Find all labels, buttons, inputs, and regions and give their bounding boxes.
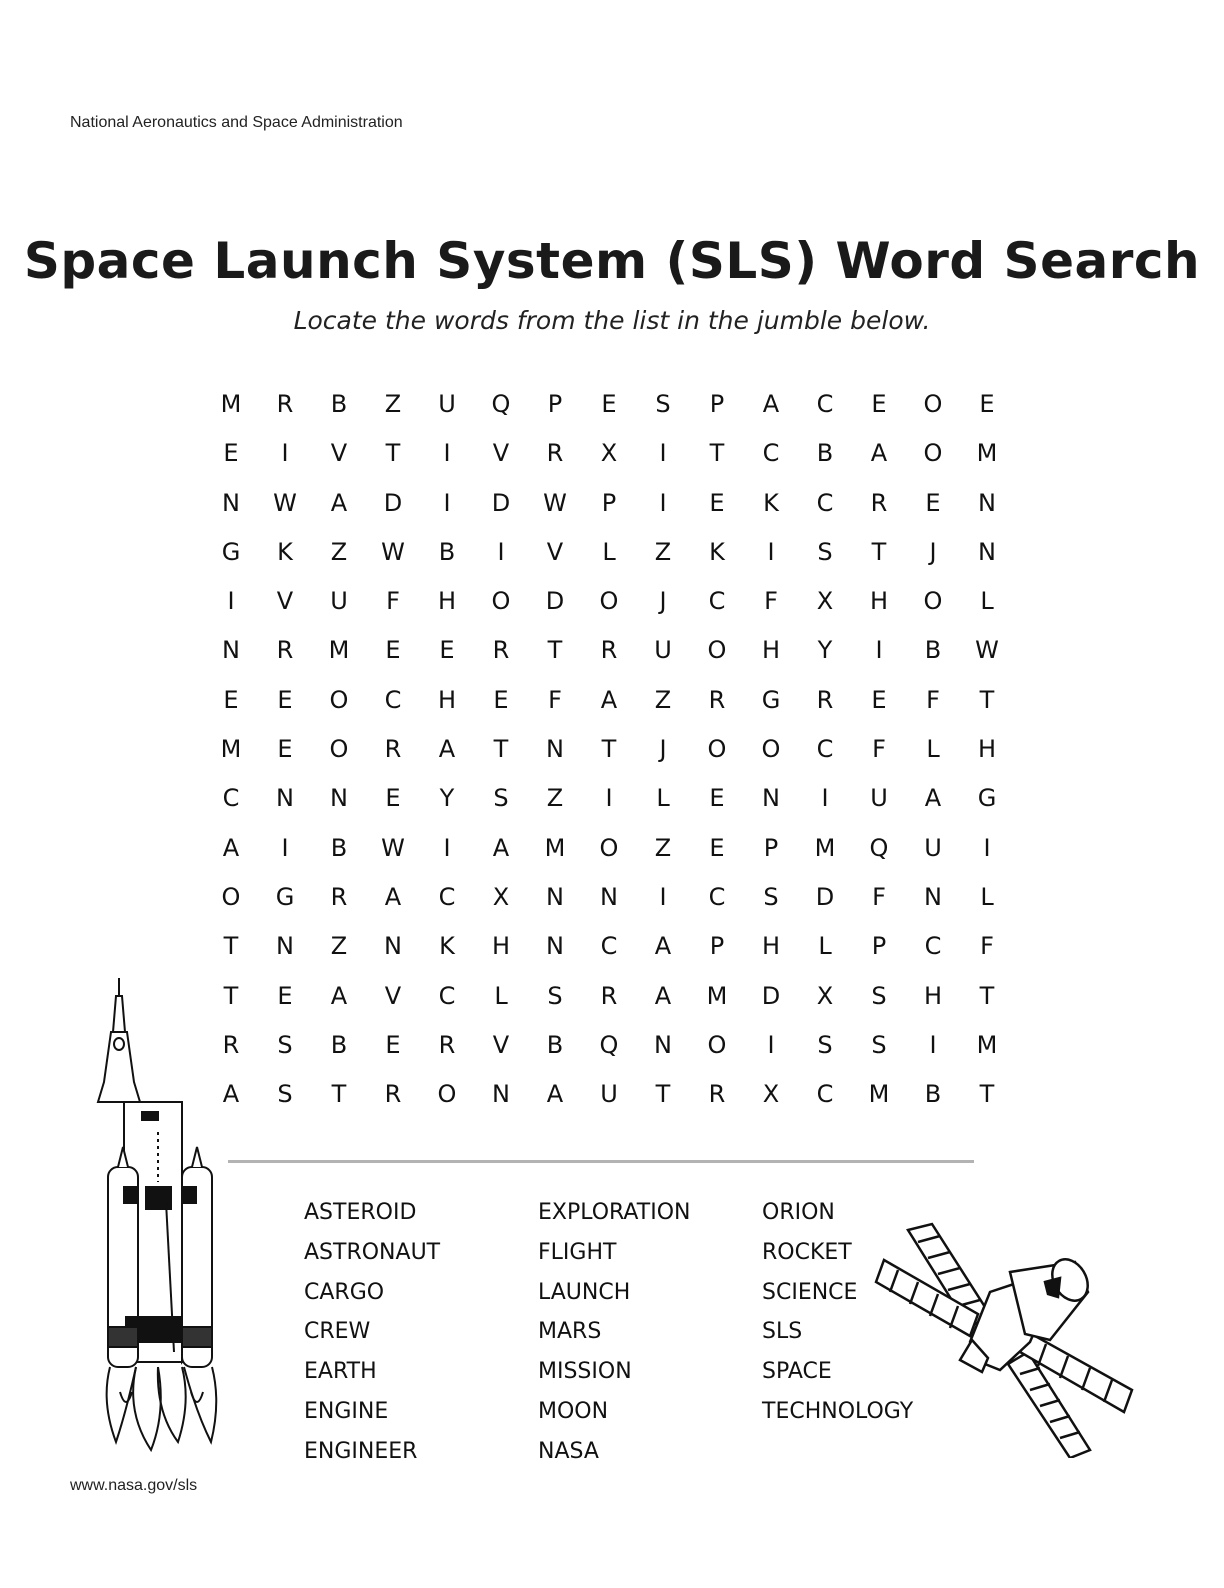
grid-letter[interactable]: K [277,537,293,566]
grid-letter[interactable]: I [443,488,451,517]
grid-letter[interactable]: E [277,981,293,1010]
grid-letter[interactable]: E [385,636,401,665]
grid-letter[interactable]: R [384,1080,402,1109]
grid-letter[interactable]: Y [817,636,833,665]
grid-letter[interactable]: I [443,833,451,862]
word-list-item: EARTH [304,1359,377,1385]
word-list-item: SCIENCE [762,1279,858,1305]
grid-letter[interactable]: R [600,981,618,1010]
grid-letter[interactable]: A [870,439,888,468]
grid-letter[interactable]: I [605,784,613,813]
grid-letter[interactable]: V [276,587,294,616]
letter-grid [204,380,1014,1119]
grid-letter[interactable]: Q [491,390,511,418]
grid-letter[interactable]: B [330,390,348,418]
grid-letter[interactable]: A [762,390,780,418]
grid-letter[interactable]: R [600,636,618,665]
grid-letter[interactable]: R [708,685,726,714]
grid-row [204,380,1014,429]
grid-letter[interactable]: A [222,1080,240,1109]
word-list-item: CARGO [304,1279,385,1305]
word-list-item: SLS [762,1319,803,1345]
grid-letter[interactable]: X [816,981,834,1010]
grid-letter[interactable]: U [924,833,942,862]
grid-letter[interactable]: L [926,735,940,764]
grid-letter[interactable]: X [816,587,834,616]
grid-letter[interactable]: O [491,587,511,616]
grid-letter[interactable]: E [871,685,887,714]
grid-letter[interactable]: N [276,784,294,813]
grid-letter[interactable]: S [277,1080,293,1109]
grid-letter[interactable]: C [816,390,834,418]
grid-letter[interactable]: Q [869,833,889,862]
grid-letter[interactable]: D [761,981,781,1010]
grid-letter[interactable]: T [223,981,239,1010]
grid-row [204,922,1014,971]
grid-letter[interactable]: D [491,488,511,517]
grid-letter[interactable]: S [871,1030,887,1059]
grid-letter[interactable]: S [547,981,563,1010]
grid-letter[interactable]: I [443,439,451,468]
grid-letter[interactable]: M [544,833,566,862]
grid-row [204,626,1014,675]
grid-letter[interactable]: I [767,1030,775,1059]
grid-letter[interactable]: U [654,636,672,665]
grid-letter[interactable]: B [330,1030,348,1059]
grid-letter[interactable]: F [386,587,400,616]
grid-row [204,972,1014,1021]
grid-letter[interactable]: G [761,685,781,714]
orion-spacecraft-illustration [870,1222,1140,1458]
grid-letter[interactable]: D [815,882,835,911]
grid-letter[interactable]: N [924,882,942,911]
grid-letter[interactable]: R [492,636,510,665]
grid-letter[interactable]: R [438,1030,456,1059]
sls-rocket-illustration [96,972,271,1462]
grid-letter[interactable]: N [978,537,996,566]
grid-row [204,429,1014,478]
agency-name: National Aeronautics and Space Administration [70,114,403,131]
grid-letter[interactable]: E [385,784,401,813]
grid-letter[interactable]: V [546,537,564,566]
grid-letter[interactable]: T [709,439,725,468]
grid-letter[interactable]: N [492,1080,510,1109]
grid-letter[interactable]: N [978,488,996,517]
footer-url[interactable]: www.nasa.gov/sls [70,1477,198,1494]
grid-letter[interactable]: P [709,932,725,961]
grid-letter[interactable]: C [762,439,780,468]
grid-letter[interactable]: R [222,1030,240,1059]
grid-letter[interactable]: X [492,882,510,911]
grid-letter[interactable]: P [763,833,779,862]
grid-letter[interactable]: F [926,685,940,714]
grid-letter[interactable]: O [923,587,943,616]
grid-letter[interactable]: M [220,390,242,418]
grid-letter[interactable]: R [276,636,294,665]
grid-letter[interactable]: C [600,932,618,961]
word-list-item: TECHNOLOGY [762,1398,914,1424]
grid-letter[interactable]: U [330,587,348,616]
grid-letter[interactable]: P [601,488,617,517]
grid-letter[interactable]: M [976,1030,998,1059]
grid-letter[interactable]: T [601,735,617,764]
grid-letter[interactable]: O [707,735,727,764]
grid-letter[interactable]: C [222,784,240,813]
grid-letter[interactable]: T [385,439,401,468]
grid-letter[interactable]: I [281,833,289,862]
grid-letter[interactable]: E [385,1030,401,1059]
grid-letter[interactable]: K [763,488,779,517]
grid-letter[interactable]: L [602,537,616,566]
grid-letter[interactable]: C [708,882,726,911]
grid-letter[interactable]: A [546,1080,564,1109]
grid-letter[interactable]: N [762,784,780,813]
grid-letter[interactable]: F [548,685,562,714]
grid-letter[interactable]: E [493,685,509,714]
grid-letter[interactable]: I [983,833,991,862]
grid-letter[interactable]: E [979,390,995,418]
grid-letter[interactable]: C [816,735,834,764]
grid-letter[interactable]: X [762,1080,780,1109]
grid-letter[interactable]: Z [330,537,348,566]
grid-letter[interactable]: S [655,390,671,418]
grid-letter[interactable]: L [980,587,994,616]
grid-row [204,1021,1014,1070]
grid-letter[interactable]: Y [439,784,455,813]
grid-letter[interactable]: E [925,488,941,517]
grid-letter[interactable]: J [659,587,667,616]
grid-row [204,577,1014,626]
grid-letter[interactable]: I [929,1030,937,1059]
grid-letter[interactable]: H [923,981,943,1010]
grid-letter[interactable]: E [223,685,239,714]
grid-letter[interactable]: R [384,735,402,764]
grid-letter[interactable]: Z [654,537,672,566]
grid-letter[interactable]: O [707,636,727,665]
grid-letter[interactable]: E [277,685,293,714]
grid-letter[interactable]: H [977,735,997,764]
grid-letter[interactable]: Z [546,784,564,813]
grid-letter[interactable]: A [654,932,672,961]
grid-letter[interactable]: O [923,390,943,418]
grid-letter[interactable]: T [979,685,995,714]
grid-letter[interactable]: O [761,735,781,764]
grid-row [204,774,1014,823]
grid-letter[interactable]: P [709,390,725,418]
grid-letter[interactable]: T [493,735,509,764]
grid-letter[interactable]: L [494,981,508,1010]
grid-letter[interactable]: D [383,488,403,517]
grid-row [204,725,1014,774]
grid-letter[interactable]: G [275,882,295,911]
grid-letter[interactable]: H [869,587,889,616]
grid-letter[interactable]: L [980,882,994,911]
grid-letter[interactable]: N [276,932,294,961]
grid-letter[interactable]: Z [330,932,348,961]
grid-letter[interactable]: P [871,932,887,961]
grid-letter[interactable]: H [437,685,457,714]
grid-letter[interactable]: A [438,735,456,764]
grid-letter[interactable]: D [545,587,565,616]
grid-letter[interactable]: W [381,537,405,566]
grid-letter[interactable]: T [331,1080,347,1109]
grid-letter[interactable]: O [707,1030,727,1059]
word-list-item: EXPLORATION [538,1200,691,1225]
grid-letter[interactable]: V [492,1030,510,1059]
word-list-item: NASA [538,1438,599,1464]
grid-letter[interactable]: C [438,981,456,1010]
word-list-item: SPACE [762,1359,832,1385]
grid-letter[interactable]: S [871,981,887,1010]
grid-letter[interactable]: F [872,735,886,764]
grid-letter[interactable]: C [924,932,942,961]
grid-letter[interactable]: V [492,439,510,468]
grid-letter[interactable]: A [492,833,510,862]
grid-letter[interactable]: B [924,1080,942,1109]
word-list-item: MARS [538,1319,602,1345]
grid-letter[interactable]: C [438,882,456,911]
grid-letter[interactable]: M [220,735,242,764]
grid-letter[interactable]: J [659,735,667,764]
grid-letter[interactable]: N [546,932,564,961]
grid-letter[interactable]: W [975,636,999,665]
grid-letter[interactable]: B [330,833,348,862]
grid-letter[interactable]: E [223,439,239,468]
word-list-item: ORION [762,1200,835,1225]
grid-letter[interactable]: M [706,981,728,1010]
grid-letter[interactable]: E [277,735,293,764]
grid-letter[interactable]: J [929,537,937,566]
grid-row [204,528,1014,577]
grid-letter[interactable]: G [977,784,997,813]
grid-letter[interactable]: I [227,587,235,616]
grid-letter[interactable]: H [761,932,781,961]
grid-letter[interactable]: C [816,1080,834,1109]
grid-letter[interactable]: I [659,488,667,517]
grid-row [204,873,1014,922]
grid-letter[interactable]: R [816,685,834,714]
grid-letter[interactable]: S [817,1030,833,1059]
grid-letter[interactable]: X [600,439,618,468]
grid-letter[interactable]: V [384,981,402,1010]
word-list-item: ENGINEER [304,1438,418,1464]
grid-letter[interactable]: I [659,439,667,468]
grid-letter[interactable]: P [547,390,563,418]
word-list-item: MISSION [538,1359,632,1385]
grid-row [204,1070,1014,1119]
grid-letter[interactable]: T [871,537,887,566]
grid-letter[interactable]: S [763,882,779,911]
grid-letter[interactable]: O [599,587,619,616]
grid-letter[interactable]: L [656,784,670,813]
grid-row [204,479,1014,528]
grid-letter[interactable]: C [816,488,834,517]
grid-letter[interactable]: N [654,1030,672,1059]
page-title: Space Launch System (SLS) Word Search [23,232,1201,290]
grid-letter[interactable]: I [821,784,829,813]
word-list-item: FLIGHT [538,1239,617,1265]
word-list-item: ENGINE [304,1398,389,1424]
word-list-item: ASTRONAUT [304,1239,441,1265]
word-list-item: ASTEROID [304,1200,417,1225]
grid-letter[interactable]: W [543,488,567,517]
grid-letter[interactable]: I [497,537,505,566]
word-list-item: CREW [304,1319,371,1345]
grid-letter[interactable]: U [438,390,456,418]
grid-letter[interactable]: C [708,587,726,616]
word-list-column-1 [304,1198,440,1477]
grid-letter[interactable]: B [546,1030,564,1059]
grid-letter[interactable]: H [491,932,511,961]
grid-letter[interactable]: E [439,636,455,665]
word-list-item: ROCKET [762,1239,852,1265]
grid-letter[interactable]: I [767,537,775,566]
grid-letter[interactable]: B [924,636,942,665]
grid-letter[interactable]: Z [654,833,672,862]
grid-letter[interactable]: E [709,488,725,517]
grid-letter[interactable]: U [600,1080,618,1109]
grid-letter[interactable]: E [709,833,725,862]
grid-letter[interactable]: K [439,932,455,961]
grid-letter[interactable]: O [437,1080,457,1109]
grid-letter[interactable]: T [979,1080,995,1109]
grid-letter[interactable]: E [871,390,887,418]
grid-letter[interactable]: N [546,882,564,911]
grid-letter[interactable]: Q [599,1030,619,1059]
grid-letter[interactable]: R [708,1080,726,1109]
grid-row [204,676,1014,725]
grid-letter[interactable]: R [870,488,888,517]
grid-letter[interactable]: B [816,439,834,468]
grid-letter[interactable]: N [330,784,348,813]
page-subtitle: Locate the words from the list in the jumble below. [293,306,931,335]
grid-letter[interactable]: T [223,932,239,961]
grid-letter[interactable]: M [814,833,836,862]
word-list-column-2 [538,1198,690,1477]
grid-letter[interactable]: Z [384,390,402,418]
grid-letter[interactable]: N [600,882,618,911]
grid-letter[interactable]: O [329,735,349,764]
grid-letter[interactable]: T [979,981,995,1010]
word-list-item: LAUNCH [538,1279,631,1305]
grid-letter[interactable]: A [222,833,240,862]
grid-letter[interactable]: G [221,537,241,566]
grid-letter[interactable]: A [330,981,348,1010]
grid-letter[interactable]: M [868,1080,890,1109]
grid-letter[interactable]: L [818,932,832,961]
grid-letter[interactable]: S [493,784,509,813]
grid-letter[interactable]: O [221,882,241,911]
grid-letter[interactable]: S [817,537,833,566]
grid-letter[interactable]: O [329,685,349,714]
grid-letter[interactable]: W [273,488,297,517]
grid-letter[interactable]: A [384,882,402,911]
grid-letter[interactable]: Z [654,685,672,714]
grid-letter[interactable]: U [870,784,888,813]
grid-letter[interactable]: M [328,636,350,665]
grid-letter[interactable]: N [546,735,564,764]
grid-letter[interactable]: F [764,587,778,616]
grid-letter[interactable]: N [222,636,240,665]
grid-letter[interactable]: E [601,390,617,418]
grid-letter[interactable]: K [709,537,725,566]
grid-letter[interactable]: M [976,439,998,468]
grid-letter[interactable]: A [654,981,672,1010]
grid-letter[interactable]: R [276,390,294,418]
grid-letter[interactable]: T [547,636,563,665]
grid-letter[interactable]: I [281,439,289,468]
word-list-item: MOON [538,1398,609,1424]
grid-letter[interactable]: F [872,882,886,911]
grid-letter[interactable]: C [384,685,402,714]
grid-letter[interactable]: E [709,784,725,813]
grid-letter[interactable]: N [222,488,240,517]
grid-letter[interactable]: S [277,1030,293,1059]
grid-letter[interactable]: I [659,882,667,911]
grid-letter[interactable]: N [384,932,402,961]
grid-letter[interactable]: I [875,636,883,665]
grid-letter[interactable]: H [437,587,457,616]
grid-letter[interactable]: V [330,439,348,468]
grid-letter[interactable]: O [599,833,619,862]
grid-letter[interactable]: F [980,932,994,961]
grid-letter[interactable]: O [923,439,943,468]
grid-letter[interactable]: A [330,488,348,517]
grid-letter[interactable]: R [546,439,564,468]
grid-letter[interactable]: W [381,833,405,862]
grid-row [204,824,1014,873]
grid-letter[interactable]: T [655,1080,671,1109]
grid-letter[interactable]: A [924,784,942,813]
grid-letter[interactable]: H [761,636,781,665]
grid-letter[interactable]: A [600,685,618,714]
divider [228,1160,974,1163]
grid-letter[interactable]: R [330,882,348,911]
grid-letter[interactable]: B [438,537,456,566]
